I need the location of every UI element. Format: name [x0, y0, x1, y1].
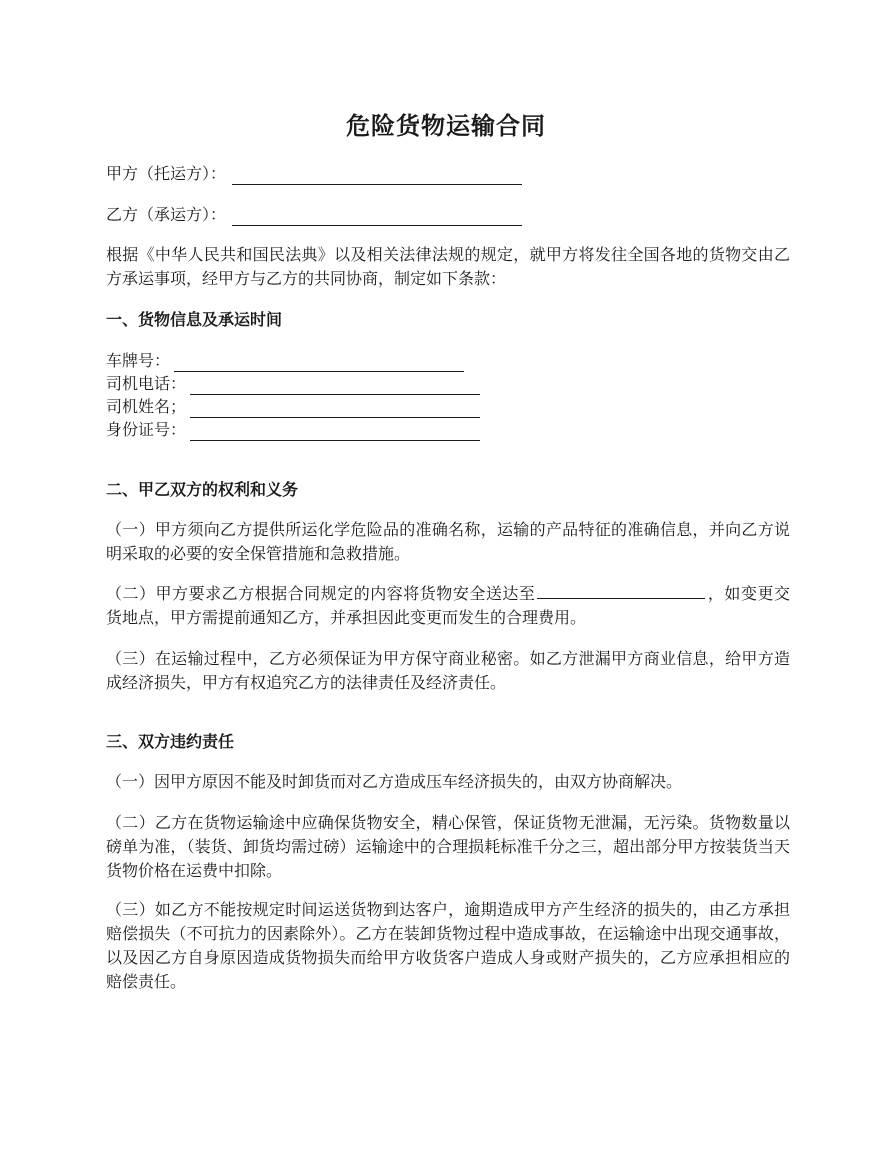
clause-2-text-before: （二）甲方要求乙方根据合同规定的内容将货物安全送达至: [106, 584, 536, 603]
document-title: 危险货物运输合同: [346, 112, 546, 140]
party-b-line: [106, 204, 806, 226]
id-number-label: 身份证号：: [106, 420, 187, 439]
destination-blank[interactable]: [537, 582, 705, 599]
intro-paragraph: 根据《中华人民共和国民法典》以及相关法律法规的规定，就甲方将发往全国各地的货物交由乙方承运事项，经甲方与乙方的共同协商，制定如下条款：: [106, 245, 790, 288]
party-a-blank[interactable]: [232, 166, 522, 185]
driver-name-label: 司机姓名；: [106, 397, 187, 416]
driver-phone-field: [106, 372, 806, 395]
party-a-line: [106, 163, 806, 185]
driver-name-blank[interactable]: [190, 399, 480, 418]
party-b-blank[interactable]: [232, 207, 522, 226]
party-a-label: 甲方（托运方）：: [106, 164, 227, 183]
id-number-blank[interactable]: [190, 422, 480, 441]
section3-clause-2: （二）乙方在货物运输途中应确保货物安全，精心保管，保证货物无泄漏，无污染。货物数量以磅单为准，（装货、卸货均需过磅）运输途中的合理损耗标准千分之三，超出部分甲方按装货当天货物价格在运费中扣除。: [106, 813, 790, 880]
section1-heading: 一、货物信息及承运时间: [106, 310, 283, 329]
party-b-label: 乙方（承运方）：: [106, 205, 227, 224]
driver-phone-label: 司机电话：: [106, 374, 187, 393]
section3-clause-1: （一）因甲方原因不能及时卸货而对乙方造成压车经济损失的，由双方协商解决。: [106, 772, 683, 791]
plate-number-blank[interactable]: [174, 353, 464, 372]
plate-number-field: [106, 349, 806, 372]
section3-heading: 三、双方违约责任: [106, 732, 235, 751]
plate-number-label: 车牌号：: [106, 351, 171, 370]
section2-clause-2: [106, 582, 790, 630]
clause-2-text-after: ，如变更交货地点，甲方需提前通知乙方，并承担因此变更而发生的合理费用。: [106, 584, 790, 627]
driver-name-field: [106, 395, 806, 418]
id-number-field: [106, 418, 806, 441]
section2-clause-1: （一）甲方须向乙方提供所运化学危险品的准确名称，运输的产品特征的准确信息，并向乙方说明采取的必要的安全保管措施和急救措施。: [106, 520, 790, 563]
section2-heading: 二、甲乙双方的权利和义务: [106, 480, 299, 499]
driver-phone-blank[interactable]: [190, 376, 480, 395]
section2-clause-3: （三）在运输过程中，乙方必须保证为甲方保守商业秘密。如乙方泄漏甲方商业信息，给甲方造成经济损失，甲方有权追究乙方的法律责任及经济责任。: [106, 649, 790, 692]
section3-clause-3: （三）如乙方不能按规定时间运送货物到达客户，逾期造成甲方产生经济的损失的，由乙方承担赔偿损失（不可抗力的因素除外）。乙方在装卸货物过程中造成事故，在运输途中出现交通事故，以及因乙方自身原因造成货物损失而给甲方收货客户造成人身或财产损失的，乙方应承担相应的赔偿责任。: [106, 900, 790, 991]
